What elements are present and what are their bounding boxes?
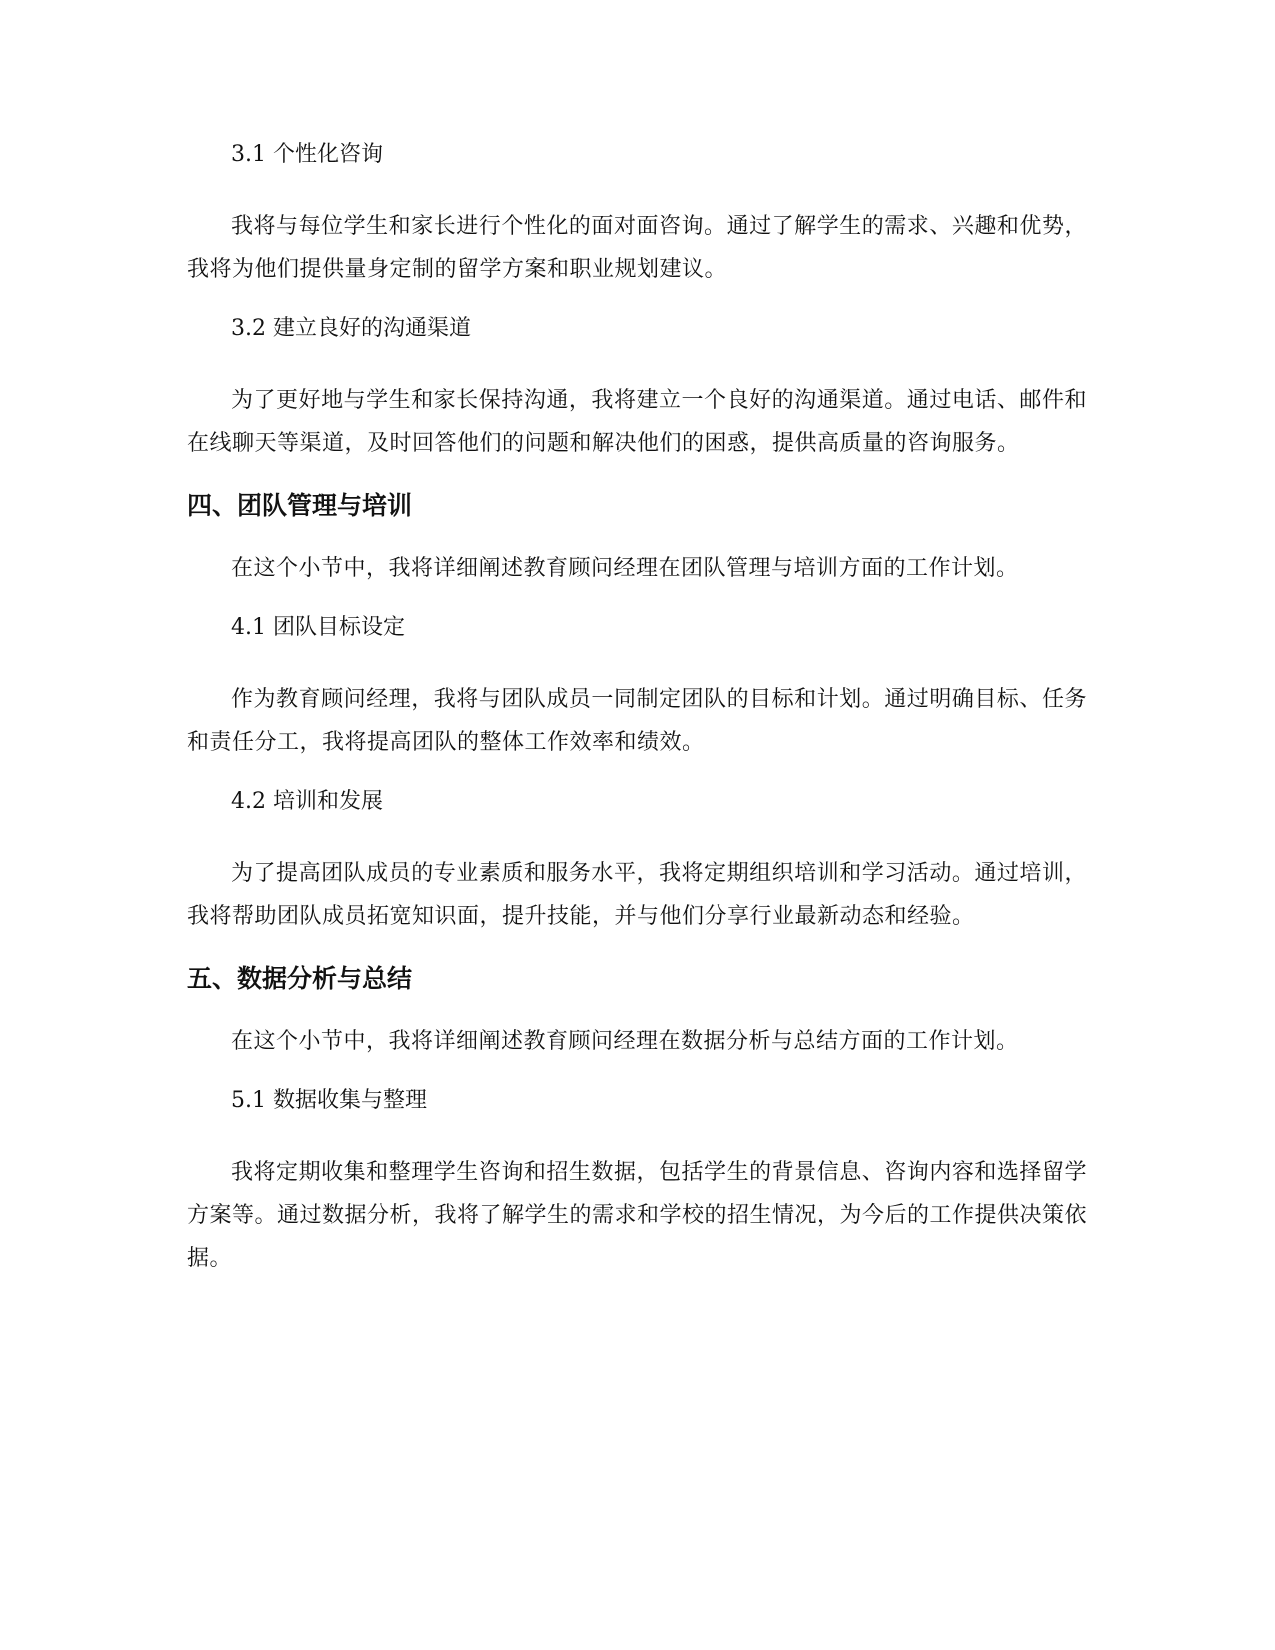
section-heading-4: 四、团队管理与培训 xyxy=(187,491,413,520)
section-heading-5: 五、数据分析与总结 xyxy=(187,964,413,993)
subheading-5-1: 5.1 数据收集与整理 xyxy=(231,1088,427,1113)
subheading-4-1: 4.1 团队目标设定 xyxy=(231,615,405,640)
subheading-3-1: 3.1 个性化咨询 xyxy=(231,142,383,167)
paragraph-4-2: 为了提高团队成员的专业素质和服务水平，我将定期组织培训和学习活动。通过培训，我将帮助团队成员拓宽知识面，提升技能，并与他们分享行业最新动态和经验。 xyxy=(187,861,1087,929)
paragraph-5-1: 我将定期收集和整理学生咨询和招生数据，包括学生的背景信息、咨询内容和选择留学方案等。通过数据分析，我将了解学生的需求和学校的招生情况，为今后的工作提供决策依据。 xyxy=(187,1160,1088,1271)
paragraph-4-intro: 在这个小节中，我将详细阐述教育顾问经理在团队管理与培训方面的工作计划。 xyxy=(231,556,1019,581)
paragraph-3-2: 为了更好地与学生和家长保持沟通，我将建立一个良好的沟通渠道。通过电话、邮件和在线聊天等渠道，及时回答他们的问题和解决他们的困惑，提供高质量的咨询服务。 xyxy=(187,388,1087,456)
subheading-3-2: 3.2 建立良好的沟通渠道 xyxy=(231,316,471,341)
paragraph-4-1: 作为教育顾问经理，我将与团队成员一同制定团队的目标和计划。通过明确目标、任务和责任分工，我将提高团队的整体工作效率和绩效。 xyxy=(187,687,1087,755)
paragraph-3-1: 我将与每位学生和家长进行个性化的面对面咨询。通过了解学生的需求、兴趣和优势，我将为他们提供量身定制的留学方案和职业规划建议。 xyxy=(187,214,1087,282)
document-body xyxy=(187,143,1087,1306)
subheading-4-2: 4.2 培训和发展 xyxy=(231,789,383,814)
paragraph-5-intro: 在这个小节中，我将详细阐述教育顾问经理在数据分析与总结方面的工作计划。 xyxy=(231,1029,1019,1054)
